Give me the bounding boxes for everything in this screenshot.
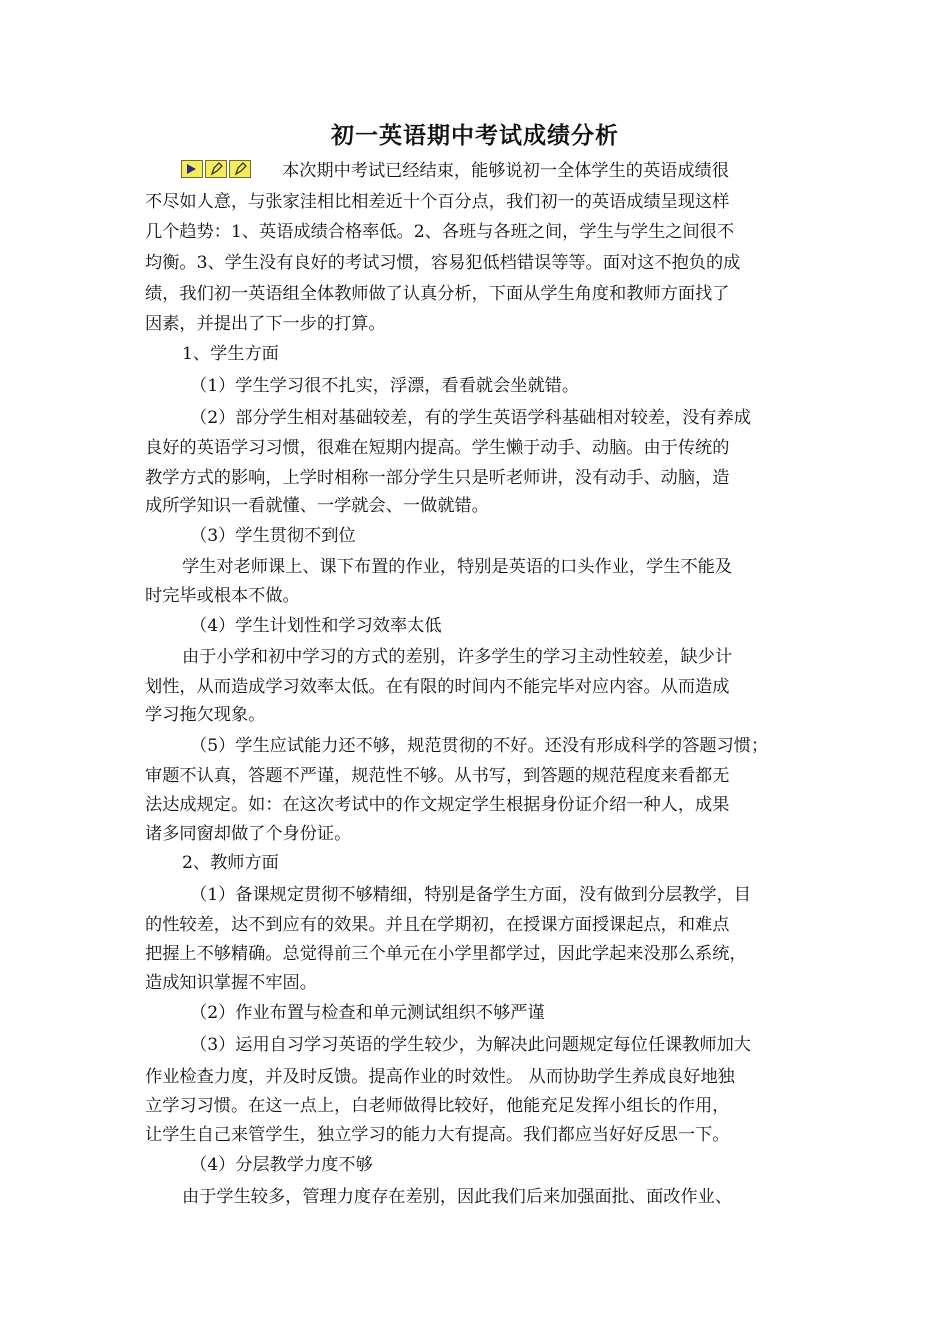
paragraph-line: （2）部分学生相对基础较差，有的学生英语学科基础相对较差，没有养成 bbox=[190, 408, 751, 428]
pencil-icon bbox=[205, 160, 227, 178]
paragraph-line: 学生对老师课上、课下布置的作业，特别是英语的口头作业，学生不能及 bbox=[182, 557, 733, 577]
paragraph-line: 审题不认真，答题不严谨，规范性不够。从书写，到答题的规范程度来看都无 bbox=[145, 766, 730, 786]
intro-line: 绩，我们初一英语组全体教师做了认真分析，下面从学生角度和教师方面找了 bbox=[145, 284, 730, 304]
paragraph-line: 立学习习惯。在这一点上，白老师做得比较好，他能充足发挥小组长的作用， bbox=[145, 1096, 730, 1116]
paragraph-line: （1）学生学习很不扎实，浮漂，看看就会坐就错。 bbox=[190, 376, 580, 396]
decoration-icons bbox=[181, 160, 253, 180]
paragraph-line: 良好的英语学习习惯，很难在短期内提高。学生懒于动手、动脑。由于传统的 bbox=[145, 438, 730, 458]
paragraph-line: 法达成规定。如：在这次考试中的作文规定学生根据身份证介绍一种人，成果 bbox=[145, 795, 730, 815]
intro-line: 几个趋势：1、英语成绩合格率低。2、各班与各班之间，学生与学生之间很不 bbox=[145, 222, 735, 242]
intro-line: 均衡。3、学生没有良好的考试习惯，容易犯低档错误等等。面对这不抱负的成 bbox=[145, 253, 741, 273]
intro-line: 因素，并提出了下一步的打算。 bbox=[145, 314, 386, 334]
paragraph-line: （2）作业布置与检查和单元测试组织不够严谨 bbox=[190, 1003, 545, 1023]
paragraph-line: 教学方式的影响，上学时相称一部分学生只是听老师讲，没有动手、动脑，造 bbox=[145, 468, 730, 488]
paragraph-line: 成所学知识一看就懂、一学就会、一做就错。 bbox=[145, 496, 489, 516]
paragraph-line: （5）学生应试能力还不够，规范贯彻的不好。还没有形成科学的答题习惯； bbox=[190, 736, 769, 756]
paragraph-line: 划性，从而造成学习效率太低。在有限的时间内不能完毕对应内容。从而造成 bbox=[145, 677, 730, 697]
paragraph-line: 让学生自己来管学生，独立学习的能力大有提高。我们都应当好好反思一下。 bbox=[145, 1125, 730, 1145]
arrow-icon bbox=[181, 160, 203, 178]
subheading: （3）学生贯彻不到位 bbox=[190, 526, 356, 546]
intro-line: 本次期中考试已经结束，能够说初一全体学生的英语成绩很 bbox=[282, 161, 729, 181]
paragraph-line: （1）备课规定贯彻不够精细，特别是备学生方面，没有做到分层教学，目 bbox=[190, 885, 751, 905]
section-heading-students: 1、学生方面 bbox=[182, 344, 279, 364]
paragraph-line: （3）运用自习学习英语的学生较少，为解决此问题规定每位任课教师加大 bbox=[190, 1035, 751, 1055]
paragraph-line: 造成知识掌握不牢固。 bbox=[145, 973, 317, 993]
pencil-icon bbox=[229, 160, 251, 178]
section-heading-teachers: 2、教师方面 bbox=[182, 853, 279, 873]
paragraph-line: 由于小学和初中学习的方式的差别，许多学生的学习主动性较差，缺少计 bbox=[182, 647, 733, 667]
paragraph-line: 的性较差，达不到应有的效果。并且在学期初，在授课方面授课起点，和难点 bbox=[145, 915, 730, 935]
paragraph-line: 时完毕或根本不做。 bbox=[145, 586, 300, 606]
subheading: （4）分层教学力度不够 bbox=[190, 1155, 373, 1175]
page-title: 初一英语期中考试成绩分析 bbox=[331, 123, 619, 149]
paragraph-line: 诸多同窗却做了个身份证。 bbox=[145, 824, 352, 844]
intro-line: 不尽如人意，与张家洼相比相差近十个百分点，我们初一的英语成绩呈现这样 bbox=[145, 192, 730, 212]
paragraph-line: 学习拖欠现象。 bbox=[145, 705, 266, 725]
paragraph-line: 由于学生较多，管理力度存在差别，因此我们后来加强面批、面改作业、 bbox=[182, 1187, 733, 1207]
paragraph-line: 作业检查力度，并及时反馈。提高作业的时效性。 从而协助学生养成良好地独 bbox=[145, 1067, 735, 1087]
paragraph-line: 把握上不够精确。总觉得前三个单元在小学里都学过，因此学起来没那么系统， bbox=[145, 944, 747, 964]
subheading: （4）学生计划性和学习效率太低 bbox=[190, 616, 442, 636]
